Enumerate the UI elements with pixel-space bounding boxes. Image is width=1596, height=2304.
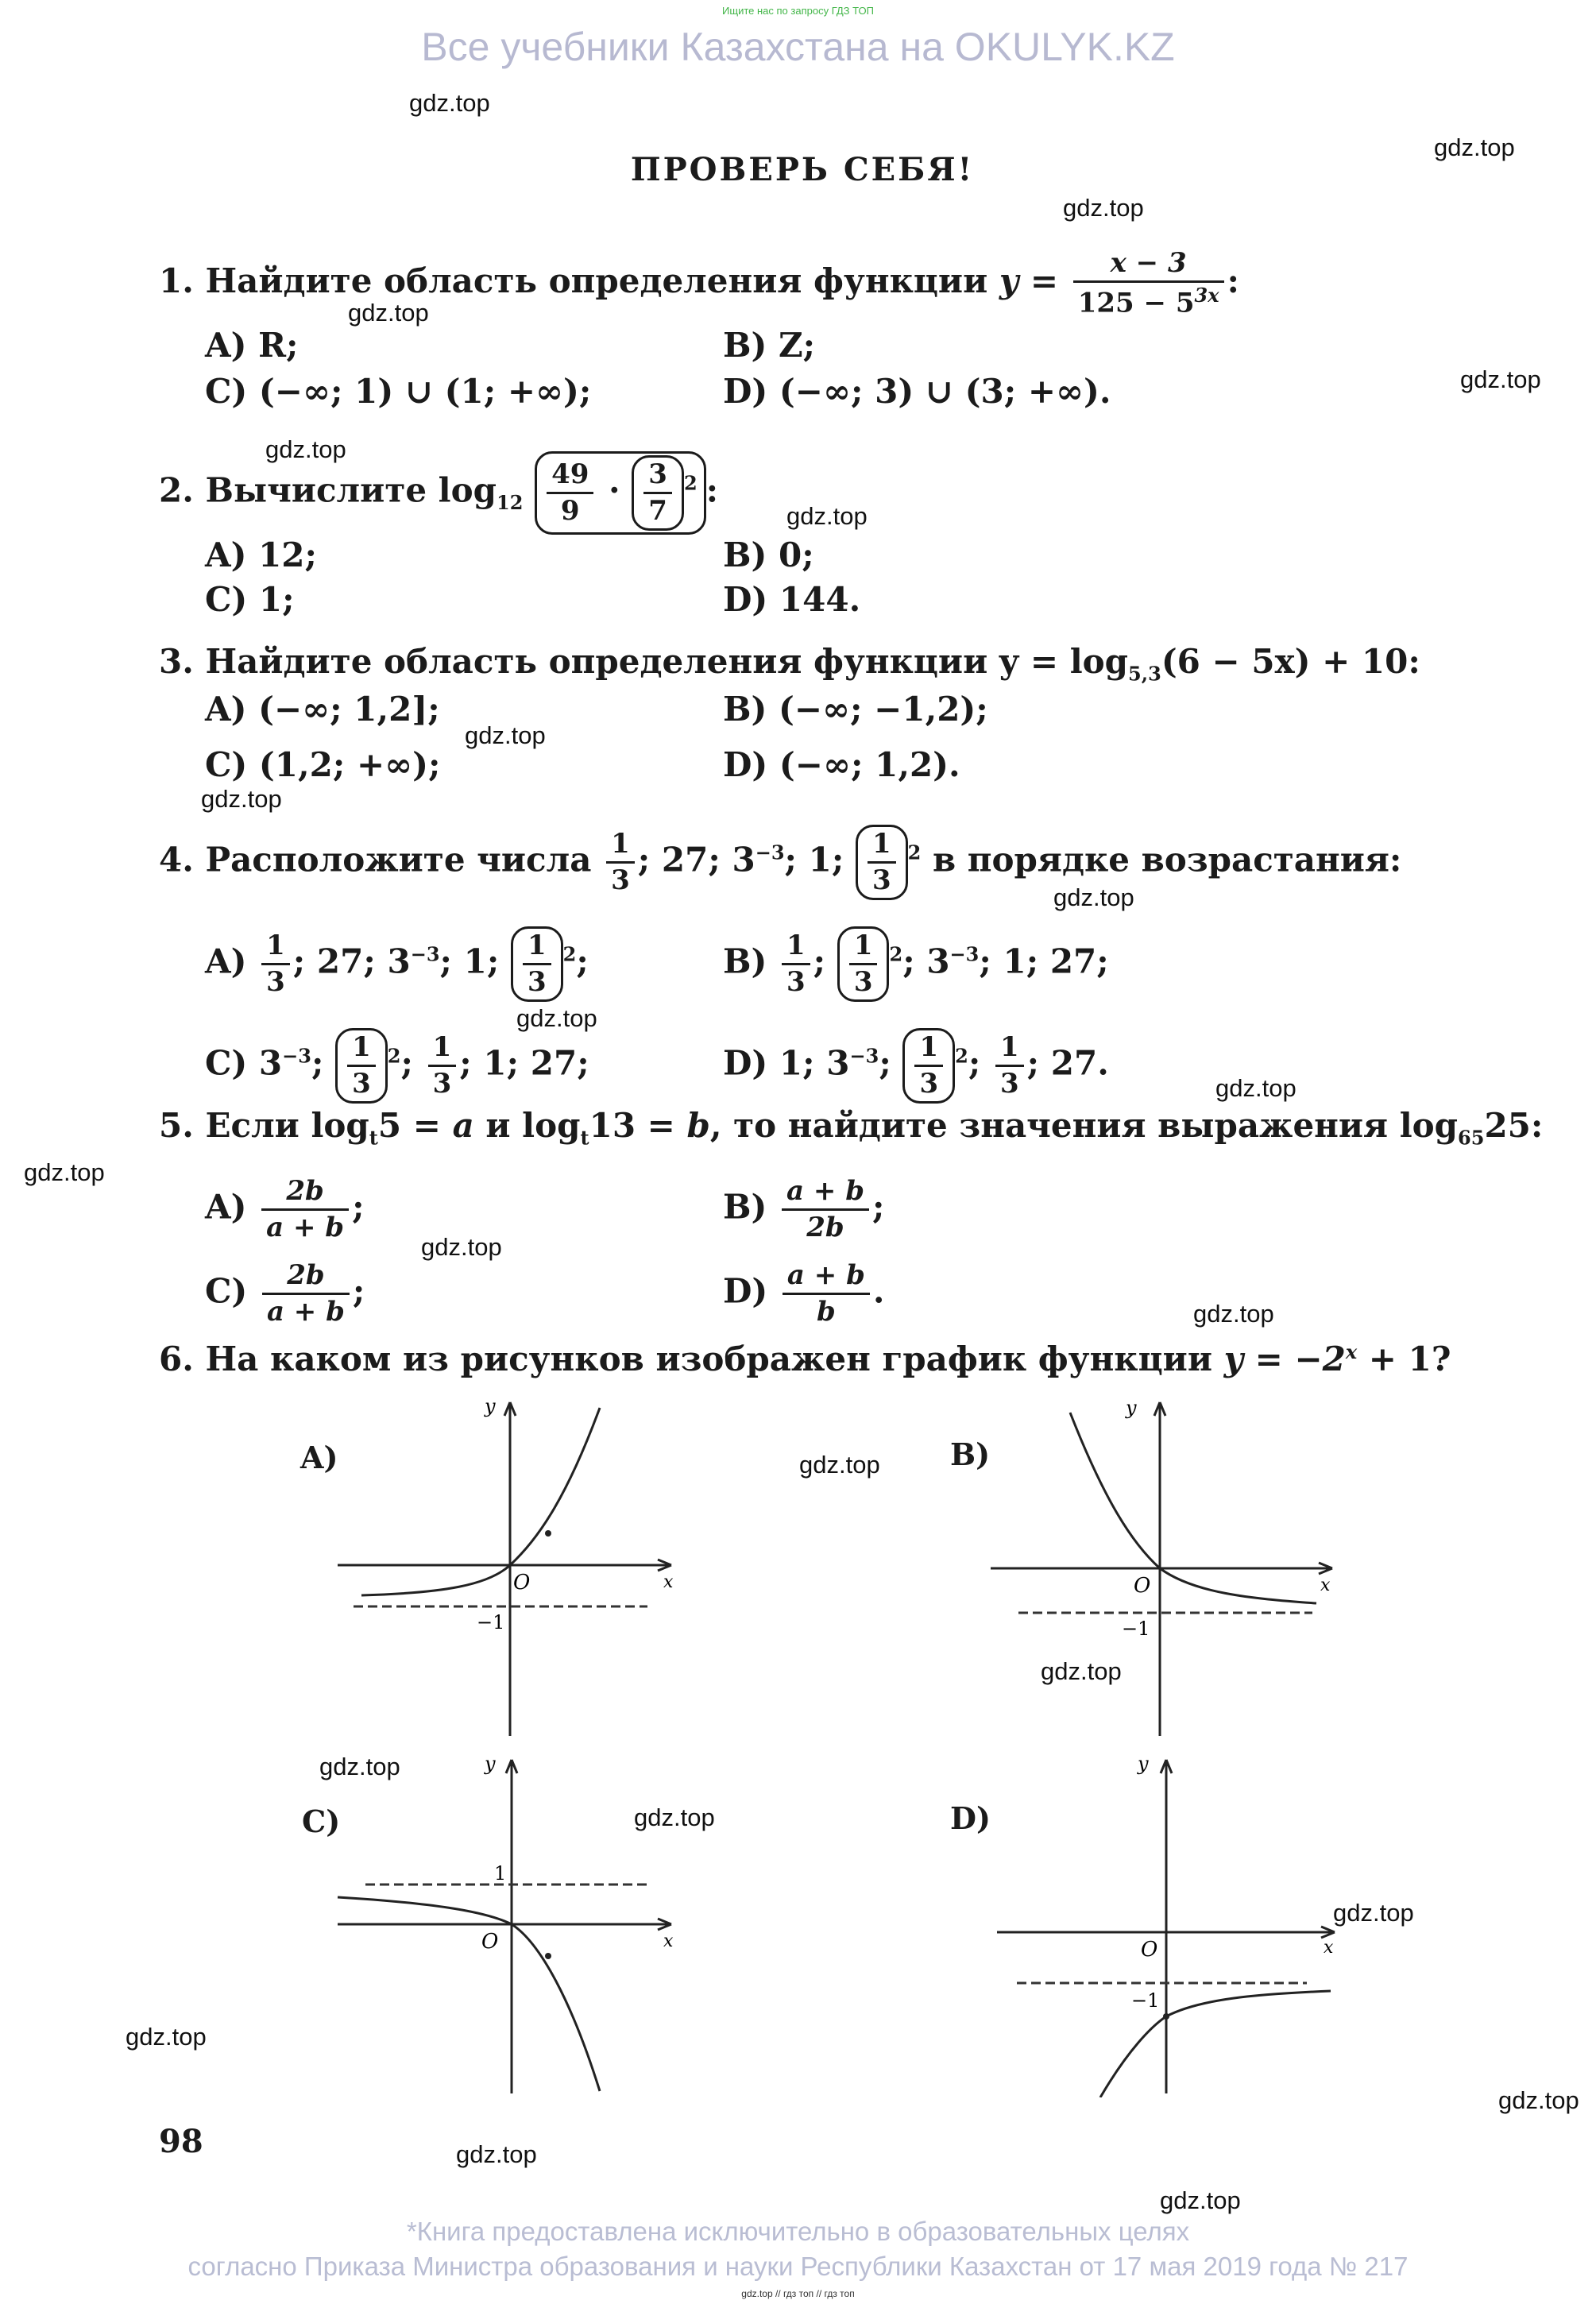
question-number: 4. — [159, 840, 194, 879]
option-label: A) — [205, 1187, 247, 1227]
fraction-numerator: 1 — [428, 1032, 457, 1067]
question-text: Если log — [205, 1106, 369, 1145]
minus-one-label: −1 — [1122, 1618, 1150, 1640]
exponent: 2 — [955, 1044, 968, 1068]
fraction-denominator: 3 — [432, 1068, 452, 1100]
q4-option-a — [205, 926, 589, 1002]
question-number: 3. — [159, 642, 194, 681]
fraction-paren — [902, 1028, 955, 1104]
fraction-denominator: 3 — [919, 1068, 939, 1100]
fraction-denominator: 3 — [611, 864, 630, 897]
q5-option-c — [205, 1260, 365, 1328]
option-end: ; 27. — [1026, 1043, 1109, 1083]
fraction-denominator: 3 — [872, 864, 891, 897]
q4-option-c — [205, 1028, 589, 1104]
variable-a: a — [452, 1106, 474, 1145]
y-axis-label: y — [485, 1753, 496, 1775]
watermark: gdz.top — [265, 435, 346, 463]
q3-option-c: C) (1,2; +∞); — [205, 745, 441, 784]
watermark: gdz.top — [1498, 2086, 1579, 2114]
origin-label: O — [1141, 1938, 1158, 1962]
graph-point — [1163, 2013, 1169, 2020]
question-text: , то найдите значения выражения log — [709, 1106, 1459, 1145]
fraction-numerator: 1 — [995, 1032, 1024, 1067]
q1-option-b: B) Z; — [723, 326, 816, 365]
exponent: −3 — [849, 1044, 879, 1068]
fraction-numerator: 1 — [868, 829, 896, 864]
question-number: 5. — [159, 1106, 194, 1145]
function-curve — [361, 1408, 600, 1595]
exponent: 2 — [889, 942, 903, 966]
option-text: ; 3 — [902, 941, 950, 981]
graph-a — [334, 1390, 683, 1740]
log-base: t — [369, 1126, 378, 1150]
watermark: gdz.top — [1460, 365, 1541, 393]
fraction-numerator: 1 — [849, 930, 878, 965]
log-base: 5,3 — [1128, 662, 1161, 686]
option-label: D) — [723, 1271, 768, 1311]
watermark: gdz.top — [319, 1753, 400, 1780]
bottom-note: gdz.top // гдз топ // гдз топ — [741, 2288, 855, 2299]
fraction-1-3 — [261, 930, 290, 998]
formula-end: : — [1227, 261, 1240, 300]
watermark: gdz.top — [634, 1803, 715, 1831]
function-curve — [1070, 1413, 1316, 1603]
watermark: gdz.top — [421, 1233, 502, 1261]
fraction-1-3 — [914, 1032, 943, 1100]
question-text: На каком из рисунков изображен график функции — [205, 1339, 1212, 1378]
watermark: gdz.top — [348, 299, 429, 327]
option-label: A) — [205, 941, 247, 981]
denominator-exponent: 3x — [1194, 284, 1219, 307]
fraction-numerator: a + b — [783, 1260, 870, 1295]
formula-end: : — [705, 470, 719, 510]
watermark: gdz.top — [409, 89, 490, 117]
watermark: gdz.top — [456, 2140, 537, 2168]
fraction-1-3 — [868, 829, 896, 896]
q4-option-b — [723, 926, 1109, 1002]
graph-label-a: A) — [300, 1440, 338, 1475]
formula-y: y — [999, 261, 1019, 300]
fraction-denominator: 9 — [560, 495, 580, 528]
log-base: t — [580, 1126, 589, 1150]
exponent: x — [1345, 1340, 1358, 1363]
exponent: −3 — [410, 942, 440, 966]
fraction-numerator: 1 — [914, 1032, 943, 1067]
multiply-dot: · — [609, 470, 620, 510]
fraction-1-3 — [347, 1032, 376, 1100]
fraction-paren — [856, 825, 908, 900]
graph-b — [987, 1390, 1336, 1740]
minus-one-label: −1 — [1131, 1989, 1160, 2012]
option-end: ; — [576, 941, 589, 981]
footer-line-1: *Книга предоставлена исключительно в образовательных целях — [406, 2217, 1190, 2246]
watermark: gdz.top — [465, 721, 546, 749]
fraction-numerator: 3 — [643, 459, 672, 494]
separator: ; — [311, 1043, 324, 1083]
y-axis-label: y — [1126, 1397, 1137, 1419]
question-1 — [159, 248, 1239, 319]
fraction-numerator: 1 — [261, 930, 290, 965]
number-list-2: ; 1; — [784, 840, 844, 879]
log-argument — [535, 451, 706, 535]
fraction-denominator: 7 — [648, 495, 667, 528]
question-text: 13 = — [589, 1106, 687, 1145]
q5-option-d — [723, 1260, 885, 1328]
fraction-1-3 — [782, 930, 810, 998]
x-axis-label: x — [1320, 1575, 1331, 1595]
q4-option-d — [723, 1028, 1109, 1104]
fraction-denominator: 3 — [527, 966, 547, 999]
x-axis-label: x — [663, 1572, 674, 1592]
fraction-numerator: 1 — [606, 829, 635, 864]
exponent: 2 — [562, 942, 577, 966]
exponent: −3 — [949, 942, 980, 966]
q1-option-d: D) (−∞; 3) ∪ (3; +∞). — [723, 372, 1111, 411]
q3-option-b: B) (−∞; −1,2); — [723, 690, 988, 729]
formula: y = −2 — [1223, 1339, 1346, 1378]
watermark: gdz.top — [1063, 194, 1144, 222]
section-heading: ПРОВЕРЬ СЕБЯ! — [630, 151, 975, 188]
exponent: −3 — [755, 841, 785, 864]
fraction-numerator: x − 3 — [1073, 248, 1224, 283]
fraction-denominator — [1073, 283, 1224, 319]
q5-option-a — [205, 1176, 365, 1243]
option-fraction — [261, 1176, 349, 1243]
option-label: B) — [723, 941, 767, 981]
formula-equals: = — [1030, 261, 1059, 300]
separator: ; — [400, 1043, 413, 1083]
option-label: C) — [205, 1271, 248, 1311]
watermark: gdz.top — [799, 1451, 880, 1479]
watermark: gdz.top — [24, 1158, 105, 1186]
question-text-end: в порядке возрастания: — [933, 840, 1402, 879]
question-3 — [159, 642, 1420, 685]
question-text: Вычислите log — [205, 470, 497, 510]
watermark: gdz.top — [786, 502, 868, 530]
q3-option-d: D) (−∞; 1,2). — [723, 745, 960, 784]
option-end: ; 1; 27; — [459, 1043, 589, 1083]
watermark: gdz.top — [201, 785, 282, 813]
page-number: 98 — [159, 2123, 203, 2160]
option-fraction — [782, 1176, 869, 1243]
option-text: ; 1; — [439, 941, 500, 981]
site-title: Все учебники Казахстана на OKULYK.KZ — [421, 25, 1175, 69]
origin-label: O — [1134, 1574, 1151, 1598]
graph-label-d: D) — [950, 1800, 991, 1836]
origin-label: O — [481, 1930, 499, 1954]
option-end: . — [872, 1271, 885, 1311]
fraction-paren — [511, 926, 563, 1002]
fraction-denominator: a + b — [266, 1212, 345, 1244]
question-text: Найдите область определения функции — [205, 642, 988, 681]
exponent: 2 — [683, 471, 698, 495]
formula-rest: (6 − 5x) + 10: — [1161, 642, 1420, 681]
fraction-3-7-paren — [632, 455, 684, 531]
question-text: 25: — [1484, 1106, 1544, 1145]
formula-end: + 1? — [1357, 1339, 1451, 1378]
formula-start: y = log — [999, 642, 1129, 681]
question-number: 2. — [159, 470, 194, 510]
x-axis-label: x — [1324, 1938, 1334, 1958]
minus-one-label: −1 — [477, 1611, 505, 1633]
separator: ; — [813, 941, 826, 981]
fraction-1-3 — [428, 1032, 457, 1100]
option-end: ; — [871, 1187, 885, 1227]
footer-line-2: согласно Приказа Министра образования и науки Республики Казахстан от 17 мая 2019 года № 217 — [187, 2252, 1409, 2281]
q2-option-b: B) 0; — [723, 535, 814, 574]
separator: ; — [879, 1043, 891, 1083]
option-label: C) 3 — [205, 1043, 283, 1083]
graph-point — [545, 1530, 551, 1537]
exponent: 2 — [907, 841, 922, 864]
log-base: 12 — [497, 490, 524, 514]
question-number: 1. — [159, 261, 194, 300]
fraction-1-3 — [523, 930, 551, 998]
option-text: ; 27; 3 — [292, 941, 411, 981]
fraction-denominator: 3 — [786, 966, 806, 999]
option-fraction — [783, 1260, 870, 1328]
fraction-numerator: 1 — [523, 930, 551, 965]
exponent: −3 — [282, 1044, 311, 1068]
question-5 — [159, 1106, 1543, 1149]
fraction-numerator: 2b — [262, 1260, 350, 1295]
fraction-numerator: 1 — [347, 1032, 376, 1067]
option-fraction — [262, 1260, 350, 1328]
fraction-paren — [837, 926, 890, 1002]
watermark: gdz.top — [1215, 1074, 1297, 1102]
fraction-denominator: a + b — [266, 1296, 345, 1328]
fraction-1-3 — [849, 930, 878, 998]
option-label: B) — [723, 1187, 767, 1227]
option-label: D) 1; 3 — [723, 1043, 850, 1083]
question-text: Найдите область определения функции — [205, 261, 988, 300]
log-base: 65 — [1458, 1126, 1485, 1150]
q2-option-a: A) 12; — [205, 535, 318, 574]
question-6 — [159, 1339, 1451, 1378]
fraction-numerator: 49 — [547, 459, 593, 494]
q1-option-c: C) (−∞; 1) ∪ (1; +∞); — [205, 372, 592, 411]
q2-option-d: D) 144. — [723, 580, 861, 619]
formula-fraction — [1073, 248, 1224, 319]
q3-option-a: A) (−∞; 1,2]; — [205, 690, 440, 729]
watermark: gdz.top — [1053, 883, 1134, 911]
fraction-denominator: 3 — [999, 1068, 1019, 1100]
y-axis-label: y — [1138, 1753, 1149, 1775]
q5-option-b — [723, 1176, 884, 1243]
exponent: 2 — [387, 1044, 401, 1068]
fraction-denominator: 3 — [853, 966, 873, 999]
top-search-note: Ищите нас по запросу ГДЗ ТОП — [722, 5, 874, 17]
option-end: ; — [352, 1271, 365, 1311]
x-axis-label: x — [663, 1931, 674, 1951]
graph-label-b: B) — [950, 1436, 991, 1472]
question-text: 5 = — [377, 1106, 453, 1145]
option-end: ; — [352, 1187, 365, 1227]
separator: ; — [968, 1043, 981, 1083]
watermark: gdz.top — [1160, 2186, 1241, 2214]
fraction-1-3 — [995, 1032, 1024, 1100]
graph-c — [334, 1748, 683, 2097]
question-4 — [159, 825, 1401, 900]
fraction-numerator: 1 — [782, 930, 810, 965]
fraction-denominator: 3 — [352, 1068, 371, 1100]
one-label: 1 — [494, 1862, 507, 1885]
number-list: ; 27; 3 — [637, 840, 755, 879]
q2-option-c: C) 1; — [205, 580, 295, 619]
fraction-denominator: 3 — [266, 966, 285, 999]
y-axis-label: y — [485, 1395, 496, 1417]
question-text: Расположите числа — [205, 840, 592, 879]
fraction-numerator: 2b — [261, 1176, 349, 1211]
watermark: gdz.top — [1333, 1899, 1414, 1927]
watermark: gdz.top — [1041, 1657, 1122, 1685]
question-2 — [159, 451, 718, 535]
watermark: gdz.top — [126, 2023, 207, 2051]
denominator-base: 125 − 5 — [1077, 287, 1195, 319]
watermark: gdz.top — [1193, 1300, 1274, 1328]
option-text: ; 1; 27; — [979, 941, 1109, 981]
graph-d — [993, 1748, 1343, 2097]
fraction-3-7 — [643, 459, 672, 527]
question-number: 6. — [159, 1339, 194, 1378]
graph-point — [545, 1953, 551, 1959]
variable-b: b — [686, 1106, 710, 1145]
question-text: и log — [473, 1106, 581, 1145]
function-curve — [338, 1897, 600, 2091]
graph-label-c: C) — [302, 1803, 341, 1839]
origin-label: O — [513, 1571, 531, 1595]
fraction-denominator: b — [817, 1296, 836, 1328]
fraction-paren — [335, 1028, 388, 1104]
fraction-49-9 — [547, 459, 593, 527]
watermark: gdz.top — [516, 1004, 597, 1032]
q1-option-a: A) R; — [205, 326, 299, 365]
watermark: gdz.top — [1434, 133, 1515, 161]
fraction-denominator: 2b — [806, 1212, 844, 1244]
fraction-1-3 — [606, 829, 635, 896]
fraction-numerator: a + b — [782, 1176, 869, 1211]
